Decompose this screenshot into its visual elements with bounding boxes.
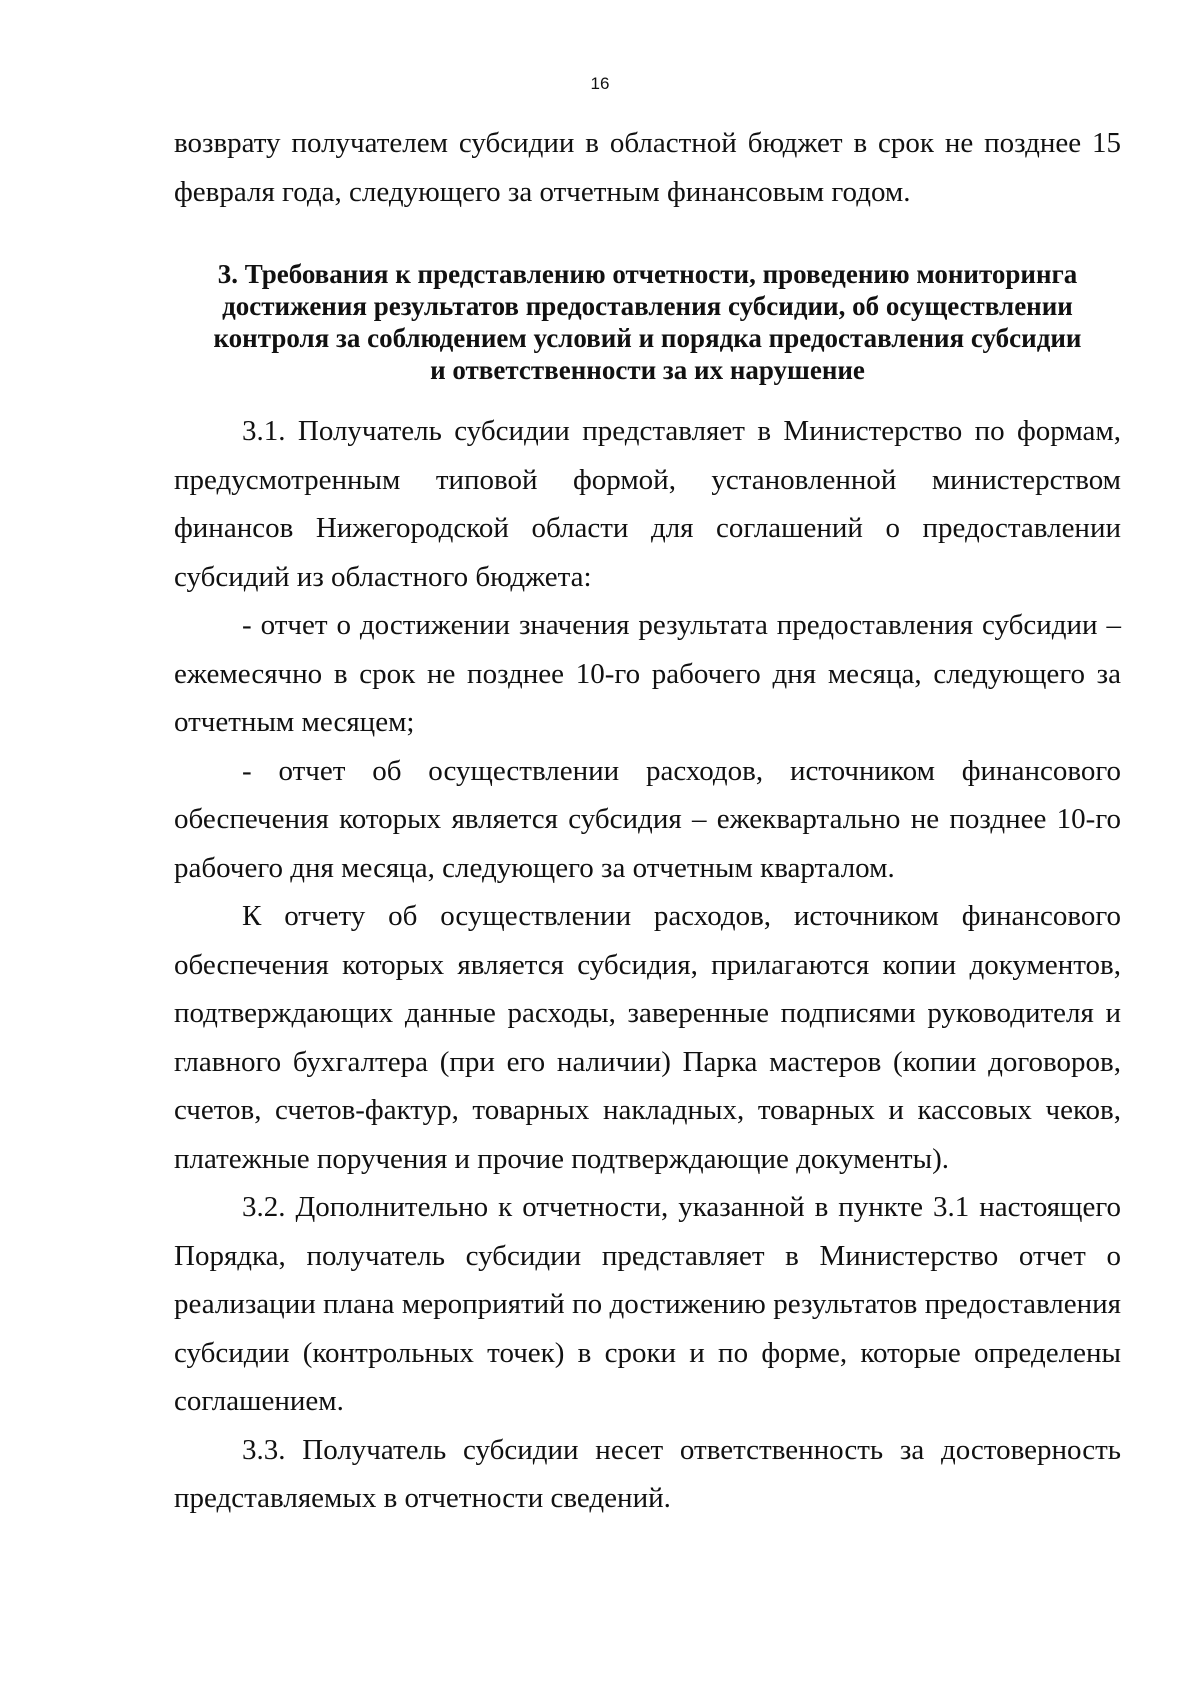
page-number: 16 xyxy=(590,74,610,93)
section-heading: 3. Требования к представлению отчетности, проведению мониторинга достижения результатов предоставления субсидии, об осуществлении контроля за соблюдением условий и порядка предоставления субсидии и ответственности за их нарушение xyxy=(213,259,1082,385)
paragraph-attachments: К отчету об осуществлении расходов, источником финансового обеспечения которых является субсидия, прилагаются копии документов, подтверждающих данные расходы, заверенные подписями руководителя и главного бухгалтера (при его наличии) Парка мастеров (копии договоров, счетов, счетов-фактур, товарных накладных, товарных и кассовых чеков, платежные поручения и прочие подтверждающие документы). xyxy=(174,900,1121,1175)
list-item-monthly-report: - отчет о достижении значения результата предоставления субсидии – ежемесячно в срок не позднее 10-го рабочего дня месяца, следующего за отчетным месяцем; xyxy=(174,609,1121,738)
paragraph-3-3: 3.3. Получатель субсидии несет ответственность за достоверность представляемых в отчетности сведений. xyxy=(174,1433,1121,1514)
paragraph-3-2: 3.2. Дополнительно к отчетности, указанной в пункте 3.1 настоящего Порядка, получатель субсидии представляет в Министерство отчет о реализации плана мероприятий по достижению результатов предоставления субсидии (контрольных точек) в сроки и по форме, которые определены соглашением. xyxy=(174,1191,1121,1417)
document-body xyxy=(174,119,1121,1523)
list-item-quarterly-report: - отчет об осуществлении расходов, источником финансового обеспечения которых является субсидия – ежеквартально не позднее 10-го рабочего дня месяца, следующего за отчетным кварталом. xyxy=(174,754,1121,884)
paragraph-continuation: возврату получателем субсидии в областной бюджет в срок не позднее 15 февраля года, следующего за отчетным финансовым годом. xyxy=(174,127,1121,208)
paragraph-3-1: 3.1. Получатель субсидии представляет в Министерство по формам, предусмотренным типовой формой, установленной министерством финансов Нижегородской области для соглашений о предоставлении субсидий из областного бюджета: xyxy=(174,415,1121,593)
